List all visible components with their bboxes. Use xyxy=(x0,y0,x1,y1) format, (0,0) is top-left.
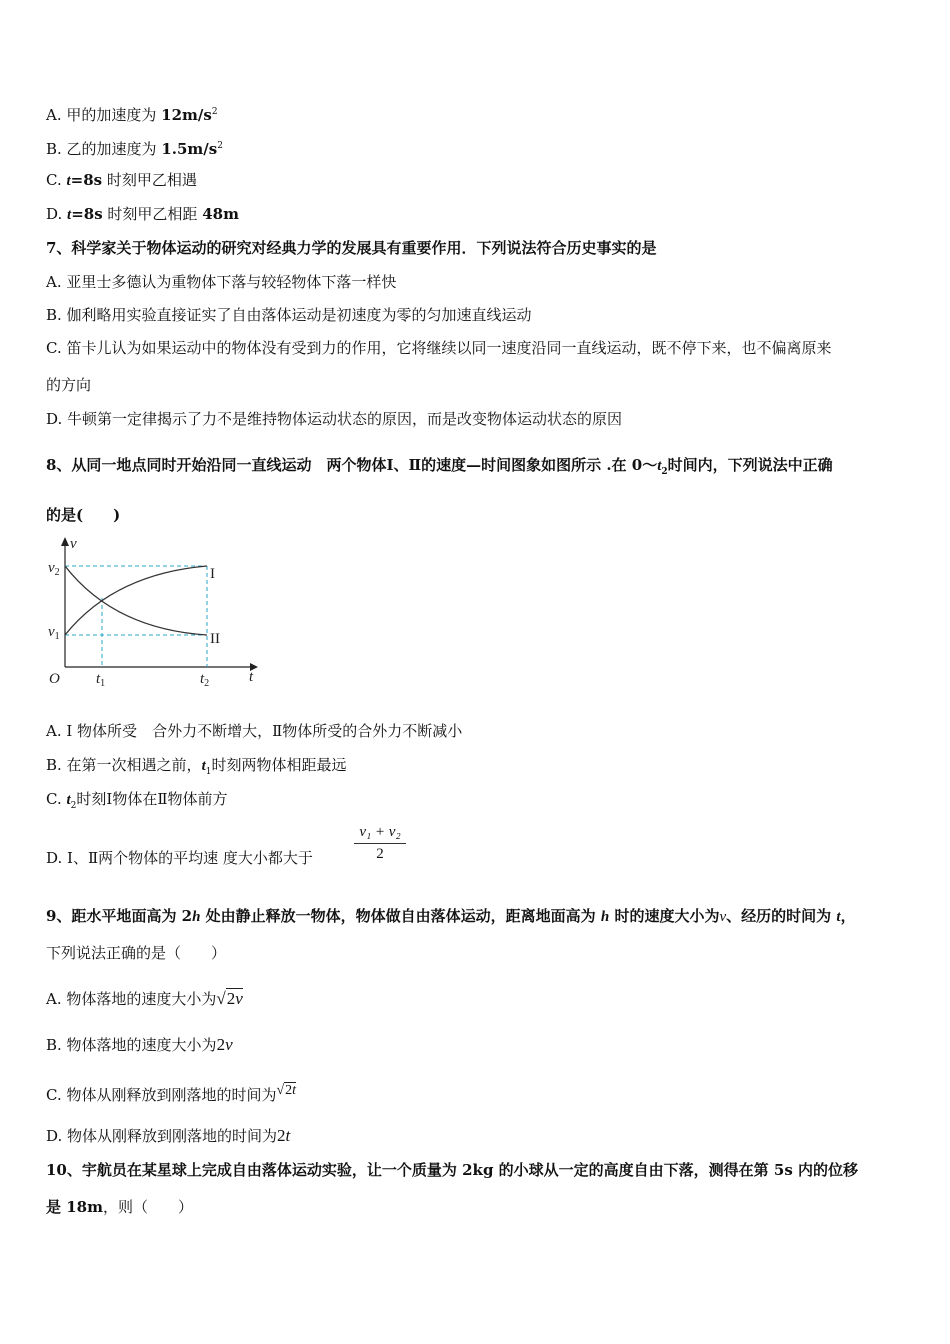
sqrt-icon: √2v xyxy=(216,989,243,1008)
q9-option-d[interactable]: D. 物体从刚释放到刚落地的时间为2t xyxy=(46,1126,291,1145)
t1-label: $t_1$ xyxy=(96,671,106,689)
average-velocity-fraction: $\frac{\text{v₁ + v₂}}{2}$ xyxy=(354,824,406,863)
q8-option-d[interactable]: D. Ⅰ、Ⅱ两个物体的平均速 度大小都大于 xyxy=(46,849,313,867)
x-axis-label: t xyxy=(249,669,254,685)
q8-stem: 8、从同一地点同时开始沿同一直线运动 两个物体Ⅰ、Ⅱ的速度—时间图象如图所示 .在 $0\sim t_2$时间内，下列说法中正确 xyxy=(46,456,833,477)
origin-label: O xyxy=(49,671,60,687)
q10-stem: 10、宇航员在某星球上完成自由落体运动实验，让一个质量为 2kg 的小球从一定的高度自由下落，测得在第 5s 内的位移 xyxy=(46,1161,859,1179)
curve-i xyxy=(65,566,207,635)
sqrt-icon: √2t xyxy=(276,1083,297,1098)
q9-stem-continued: 下列说法正确的是（ ） xyxy=(46,944,227,962)
t2-label: $t_2$ xyxy=(200,671,210,689)
q6-option-a[interactable]: A. 甲的加速度为 $12m/s^2$ xyxy=(46,106,218,124)
y-axis-arrow-icon xyxy=(61,537,69,546)
q7-option-a[interactable]: A. 亚里士多德认为重物体下落与较轻物体下落一样快 xyxy=(46,273,397,291)
q8-option-a[interactable]: A. Ⅰ 物体所受 合外力不断增大，Ⅱ物体所受的合外力不断减小 xyxy=(46,722,463,740)
q8-option-b[interactable]: B. 在第一次相遇之前，$t_1$时刻两物体相距最远 xyxy=(46,756,347,777)
q9-option-b[interactable]: B. 物体落地的速度大小为2v xyxy=(46,1035,233,1054)
q7-option-c[interactable]: C. 笛卡儿认为如果运动中的物体没有受到力的作用，它将继续以同一速度沿同一直线运动，既不停下来，也不偏离原来 xyxy=(46,339,832,357)
velocity-time-graph xyxy=(44,534,264,694)
q10-stem-continued: 是 18m，则（ ） xyxy=(46,1198,193,1216)
v2-label: $v_2$ xyxy=(48,560,60,578)
q9-option-a[interactable]: A. 物体落地的速度大小为√2v xyxy=(46,989,243,1008)
q6-option-c[interactable]: C. t=8s 时刻甲乙相遇 xyxy=(46,171,197,189)
curve-ii xyxy=(65,566,207,635)
q8-stem-continued: 的是( ) xyxy=(46,506,121,524)
q7-stem: 7、科学家关于物体运动的研究对经典力学的发展具有重要作用．下列说法符合历史事实的是 xyxy=(46,239,657,257)
q7-option-d[interactable]: D. 牛顿第一定律揭示了力不是维持物体运动状态的原因，而是改变物体运动状态的原因 xyxy=(46,410,623,428)
q6-option-d[interactable]: D. t=8s 时刻甲乙相距 48m xyxy=(46,205,239,223)
q7-option-b[interactable]: B. 伽利略用实验直接证实了自由落体运动是初速度为零的匀加速直线运动 xyxy=(46,306,532,324)
q8-option-c[interactable]: C. $t_2$时刻Ⅰ物体在Ⅱ物体前方 xyxy=(46,790,228,811)
y-axis-label: v xyxy=(70,536,77,552)
curve-i-label: I xyxy=(210,566,215,582)
q7-option-c-continued: 的方向 xyxy=(46,376,92,394)
q6-option-b[interactable]: B. 乙的加速度为 $1.5m/s^2$ xyxy=(46,140,223,158)
q9-stem: 9、距水平地面高为 2h 处由静止释放一物体，物体做自由落体运动，距离地面高为 h 时的速度大小为v、经历的时间为 t， xyxy=(46,907,856,925)
curve-ii-label: II xyxy=(210,631,220,647)
q9-option-c[interactable]: C. 物体从刚释放到刚落地的时间为√2t xyxy=(46,1083,297,1104)
v1-label: $v_1$ xyxy=(48,624,60,642)
